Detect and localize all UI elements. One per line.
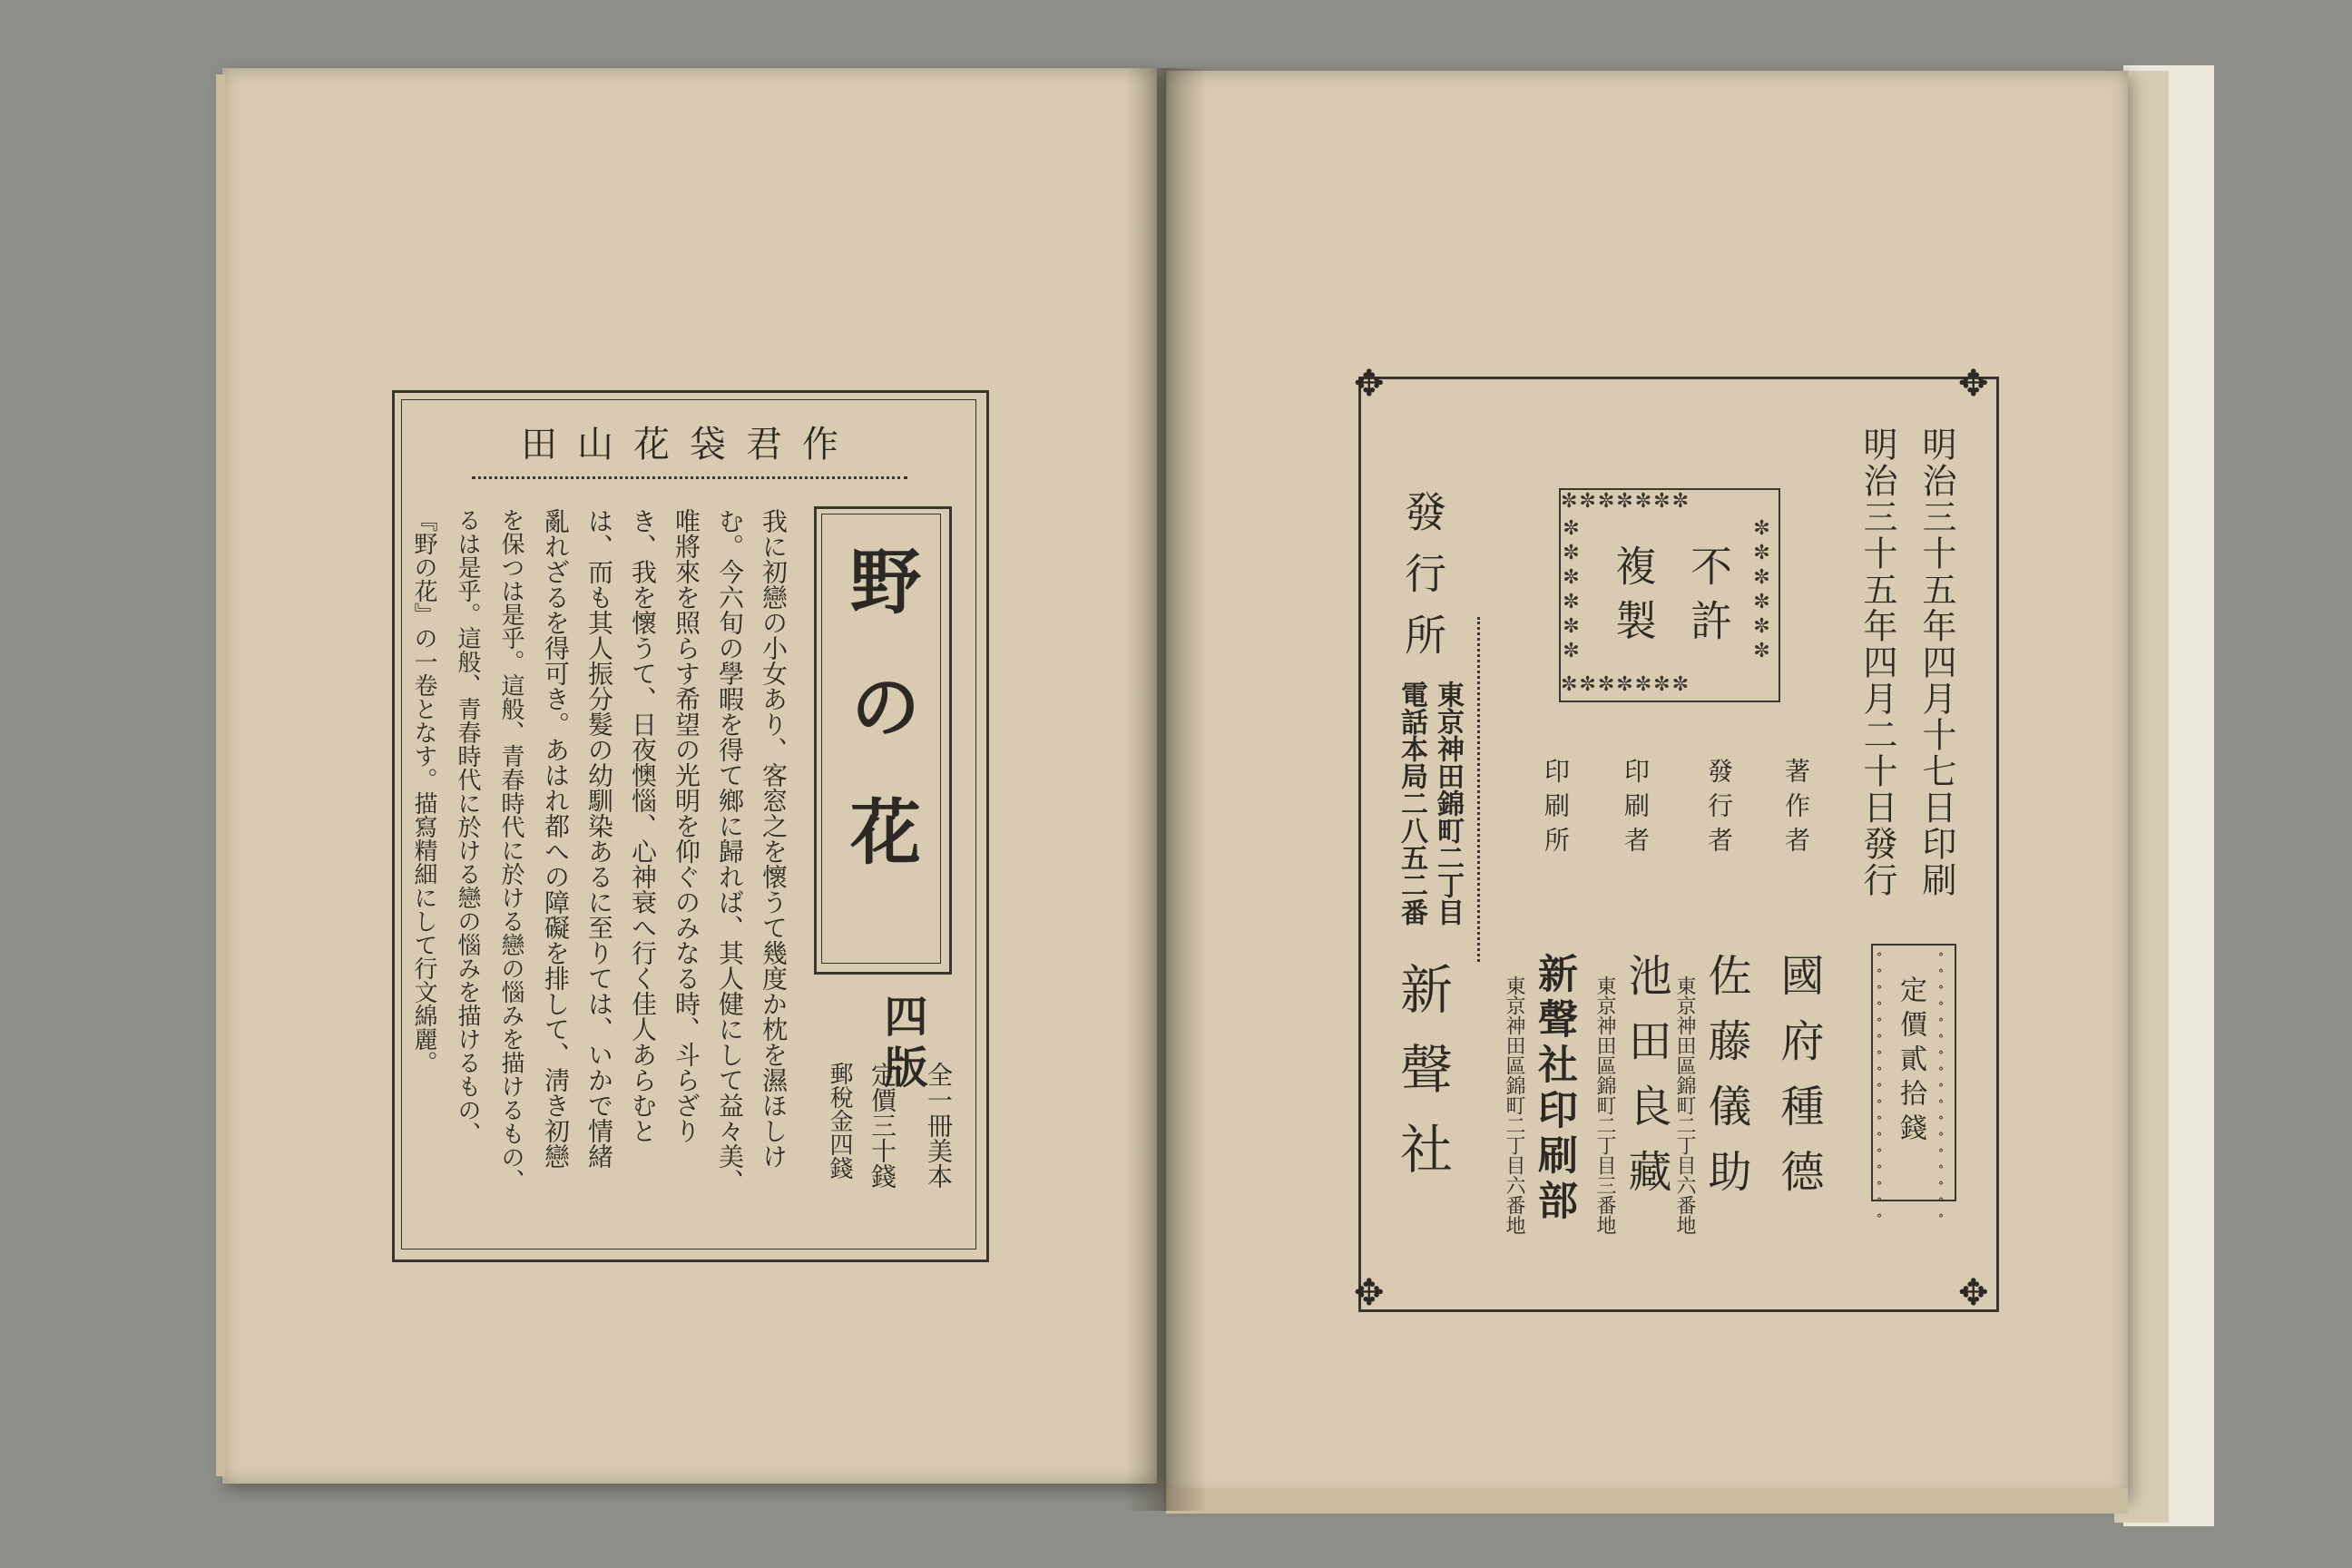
printer-address: 東京神田區錦町二丁目三番地 [1593, 975, 1616, 1235]
issuer-name: 新聲社 [1391, 962, 1453, 1201]
ad-author-heading: 田山花袋君作 [521, 424, 858, 466]
description-col-4: き、我を懷うて、日夜懊惱、心神衰へ行く佳人あらむと [628, 508, 658, 1143]
edition-detail-2: 定價三十錢 [867, 1062, 897, 1189]
author-label: 著作者 [1781, 758, 1811, 861]
description-col-6: 亂れざるを得可き。あはれ都への障礙を排して、淸き初戀 [541, 508, 571, 1169]
description-col-3: 唯將來を照らす希望の光明を仰ぐのみなる時、斗らざり [671, 508, 701, 1143]
book-title: 野の花 [838, 544, 921, 920]
printshop-address: 東京神田區錦町二丁目六番地 [1503, 975, 1525, 1235]
publisher-label: 發行者 [1704, 758, 1734, 861]
corner-ornament-icon: ✥ [1354, 363, 1385, 405]
copyright-box-border-pattern: ✼✼✼✼✼✼✼ [1561, 490, 1691, 513]
printer-name: 池田良藏 [1621, 953, 1671, 1214]
right-page-bottom-edge [1166, 1488, 2128, 1514]
corner-ornament-icon: ✥ [1958, 363, 1989, 405]
heading-divider [472, 476, 907, 479]
description-col-1: 我に初戀の小女あり、客窓之を懷うて幾度か枕を濕ほしけ [759, 508, 789, 1169]
price-box-border-pattern: ∘∘∘∘∘∘∘∘∘∘∘∘∘∘∘∘∘ [1934, 947, 1948, 1225]
publisher-address: 東京神田區錦町二丁目六番地 [1673, 975, 1696, 1235]
corner-ornament-icon: ✥ [1958, 1272, 1989, 1314]
publisher-name: 佐藤儀助 [1700, 953, 1751, 1214]
printshop-name: 新聲社印刷部 [1531, 953, 1577, 1225]
publish-date: 明治三十五年四月二十日發行 [1857, 426, 1897, 898]
print-date: 明治三十五年四月十七日印刷 [1916, 426, 1956, 898]
issuer-divider [1477, 617, 1480, 962]
price-label: 定價貳拾錢 [1895, 975, 1926, 1148]
description-col-9: 『野の花』の一卷となす。描寫精細にして行文綿麗。 [410, 508, 437, 1074]
issuer-address: 東京神田錦町二丁目 [1432, 681, 1464, 926]
edition-detail-1: 全一冊美本 [924, 1062, 954, 1189]
corner-ornament-icon: ✥ [1354, 1272, 1385, 1314]
edition-detail-3: 郵稅金四錢 [826, 1062, 853, 1180]
printshop-label: 印刷所 [1541, 758, 1571, 861]
description-col-5: は、而も其人振分髮の幼馴染あるに至りては、いかで情緒 [584, 508, 614, 1169]
copyright-box [1559, 488, 1780, 702]
copyright-box-border-pattern: ✼✼✼✼✼✼ [1750, 517, 1773, 664]
price-box-border-pattern: ∘∘∘∘∘∘∘∘∘∘∘∘∘∘∘∘∘ [1872, 947, 1886, 1225]
issuer-label: 發行所 [1398, 490, 1447, 675]
description-col-2: む。今六旬の學暇を得て鄉に歸れば、其人健にして益々美、 [715, 508, 745, 1194]
copyright-box-border-pattern: ✼✼✼✼✼✼✼ [1561, 673, 1691, 696]
book-gutter [1125, 68, 1207, 1511]
copyright-reproduction: 複製 [1609, 544, 1658, 653]
copyright-box-border-pattern: ✼✼✼✼✼✼ [1560, 517, 1583, 664]
description-col-7: を保つは是乎。這般、青春時代に於ける戀の惱みを描けるもの、 [497, 508, 524, 1192]
left-page-edge [216, 74, 225, 1476]
author-name: 國府種德 [1773, 953, 1824, 1214]
printer-label: 印刷者 [1621, 758, 1651, 861]
issuer-phone: 電話本局二八五二番 [1396, 681, 1427, 926]
description-col-8: るは是乎。這般、青春時代に於ける戀の惱みを描けるもの、 [454, 508, 481, 1145]
copyright-not-permitted: 不許 [1684, 544, 1733, 653]
edition-label: 四版 [877, 994, 927, 1095]
